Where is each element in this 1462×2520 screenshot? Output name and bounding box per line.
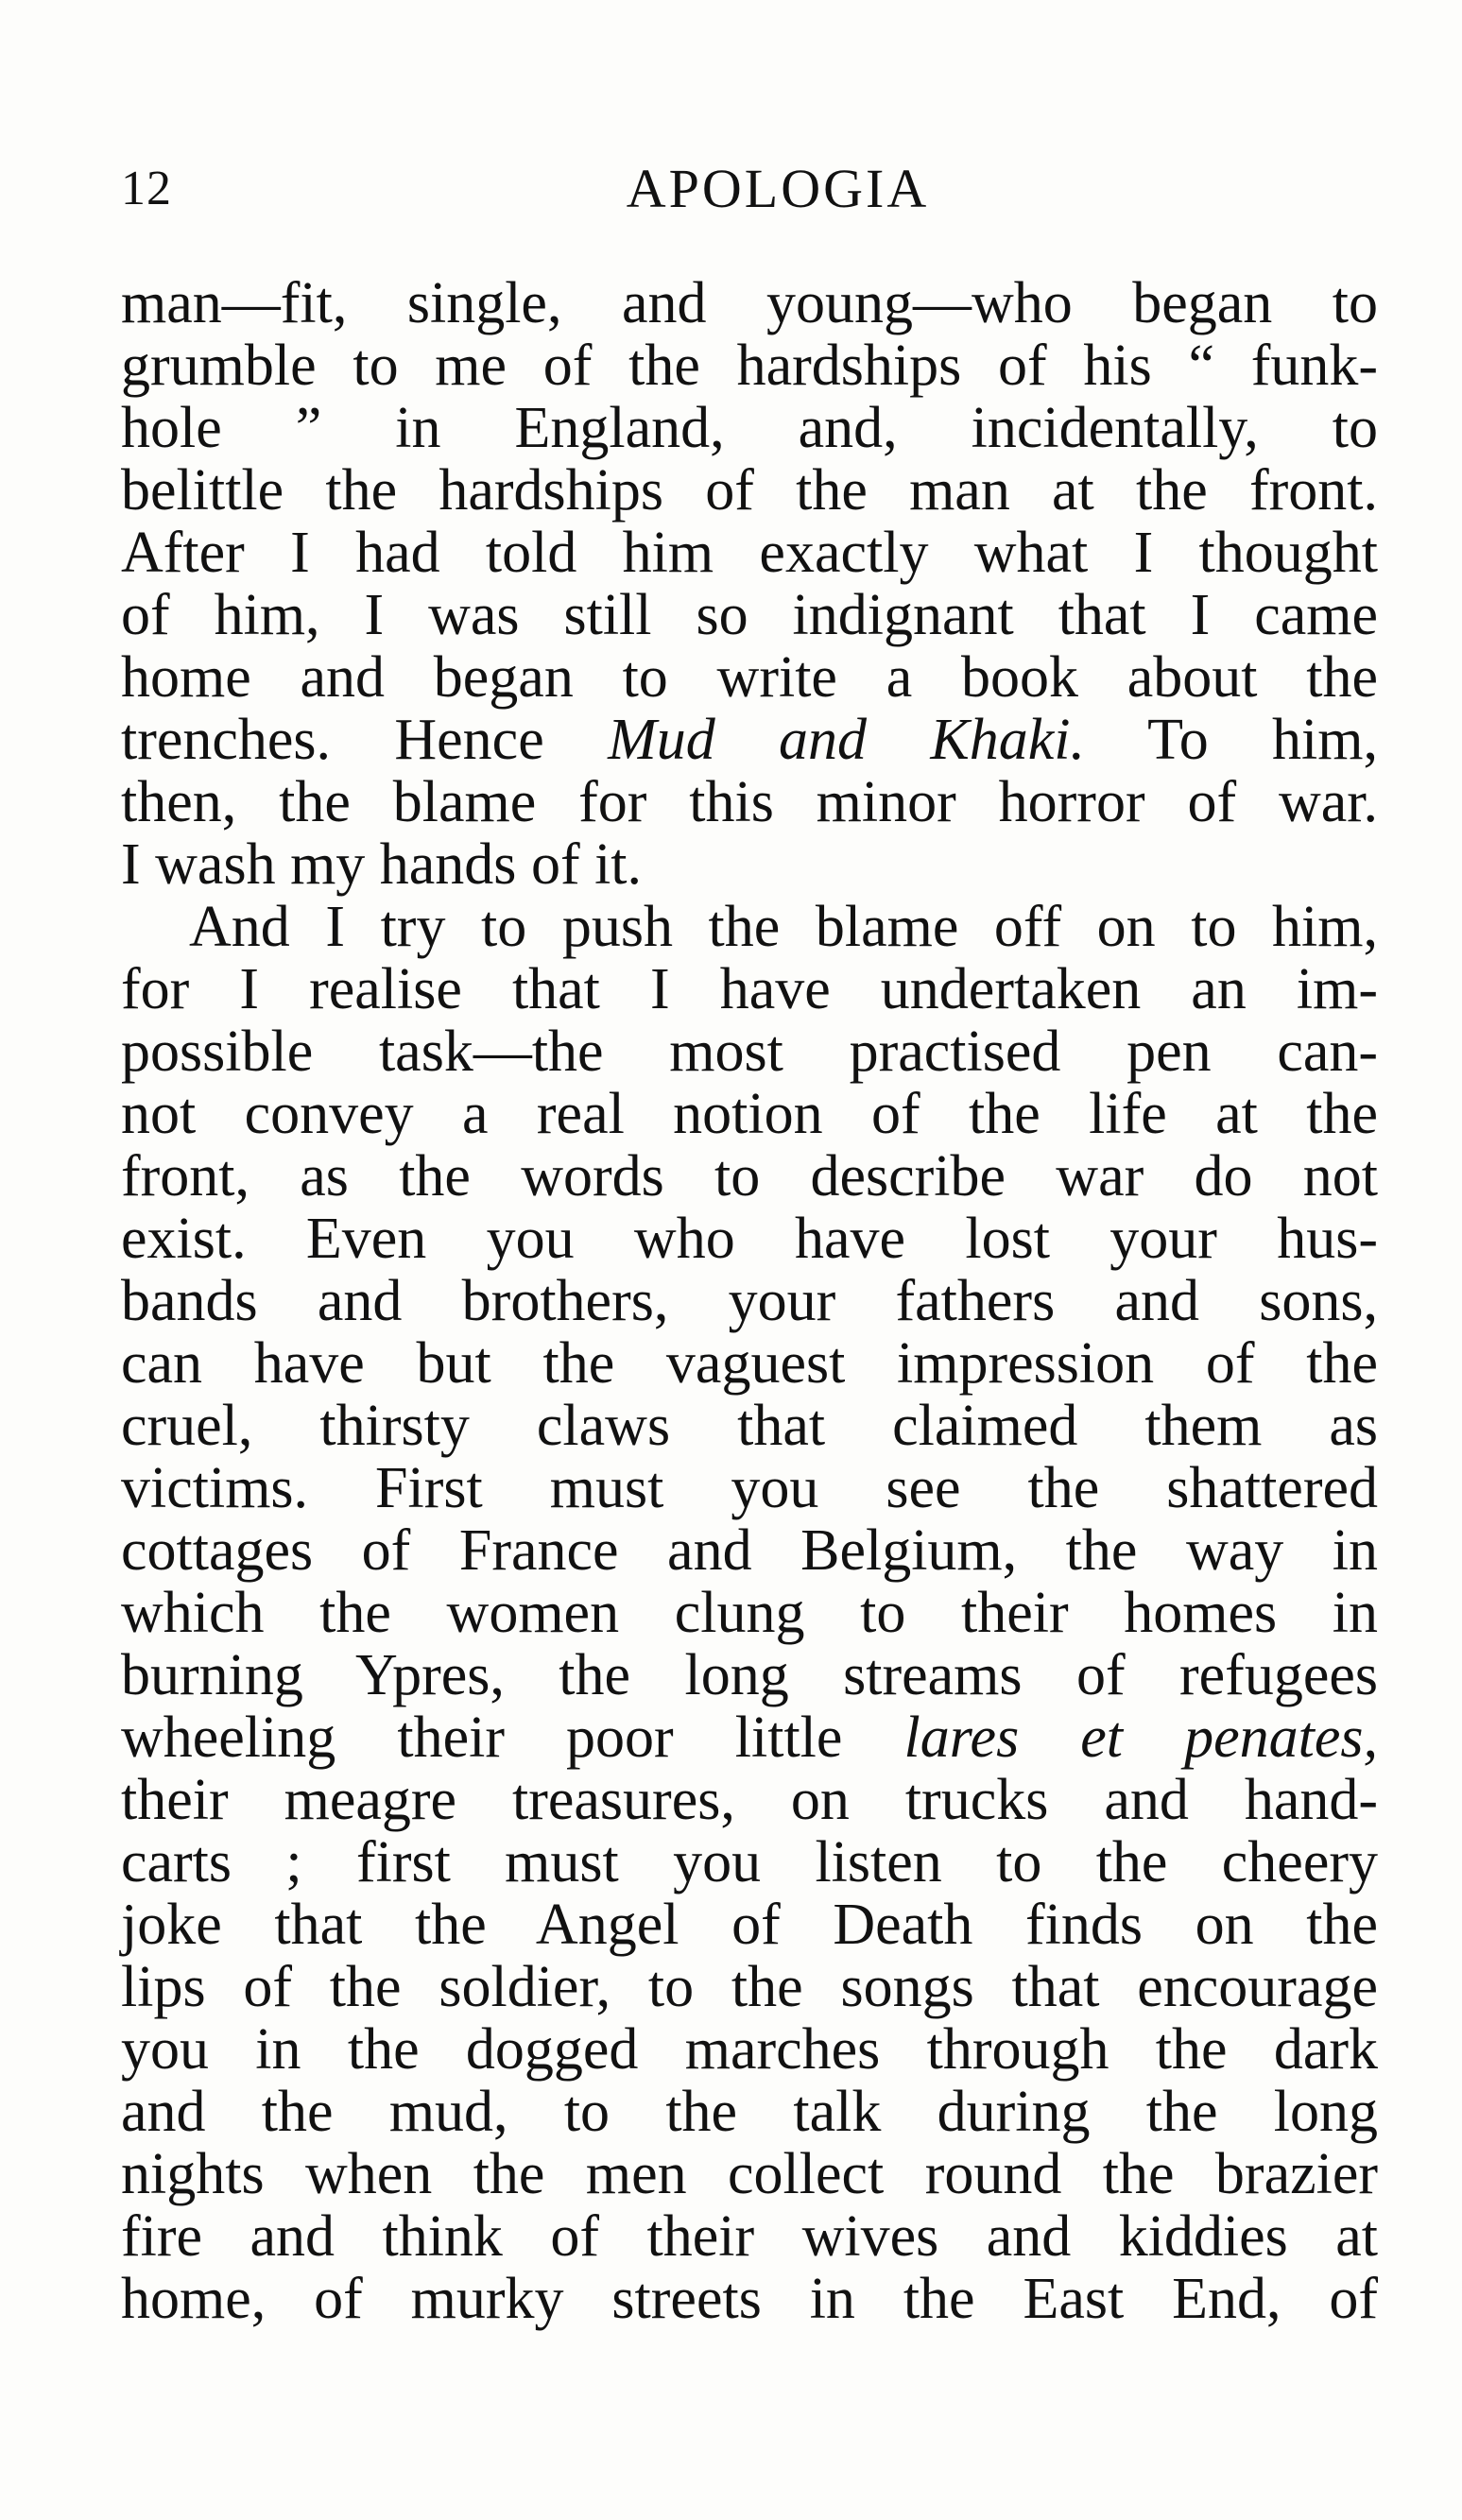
running-title: APOLOGIA — [626, 158, 930, 219]
text-line: home and began to write a book about the — [121, 645, 1378, 710]
text-line: fire and think of their wives and kiddies at — [121, 2204, 1378, 2269]
text-line: And I try to push the blame off on to him, — [189, 895, 1378, 959]
text-line: bands and brothers, your fathers and sons, — [121, 1269, 1378, 1333]
text-line — [121, 1706, 1378, 1769]
text-line: their meagre treasures, on trucks and hand- — [121, 1768, 1378, 1832]
text-line: man—fit, single, and young—who began to — [121, 271, 1378, 335]
text-line: belittle the hardships of the man at the front. — [121, 458, 1378, 523]
text-line: cottages of France and Belgium, the way in — [121, 1518, 1378, 1583]
text-line: then, the blame for this minor horror of war. — [121, 770, 1378, 834]
text-line: After I had told him exactly what I thought — [121, 521, 1378, 585]
text-line: home, of murky streets in the East End, of — [121, 2267, 1378, 2331]
text-line: front, as the words to describe war do not — [121, 1144, 1378, 1209]
text-line: carts ; first must you listen to the cheery — [121, 1830, 1378, 1894]
text-line: I wash my hands of it. — [121, 832, 643, 897]
text-line: for I realise that I have undertaken an im- — [121, 957, 1378, 1021]
text-span: trenches. Hence — [121, 708, 609, 772]
text-span: To him, — [1084, 708, 1379, 772]
text-line: which the women clung to their homes in — [121, 1581, 1378, 1645]
text-span: wheeling their poor little — [121, 1706, 904, 1770]
text-line: exist. Even you who have lost your hus- — [121, 1207, 1378, 1271]
text-line: cruel, thirsty claws that claimed them as — [121, 1394, 1378, 1458]
running-head — [121, 151, 1378, 227]
text-line: hole ” in England, and, incidentally, to — [121, 396, 1378, 460]
text-line: victims. First must you see the shattered — [121, 1456, 1378, 1520]
text-line: you in the dogged marches through the dark — [121, 2017, 1378, 2082]
text-line: not convey a real notion of the life at the — [121, 1082, 1378, 1146]
text-line: burning Ypres, the long streams of refugees — [121, 1643, 1378, 1707]
italic-phrase: lares et penates, — [903, 1706, 1378, 1770]
text-line: nights when the men collect round the brazier — [121, 2142, 1378, 2206]
text-line: of him, I was still so indignant that I came — [121, 583, 1378, 647]
text-line: and the mud, to the talk during the long — [121, 2080, 1378, 2144]
body-text — [121, 272, 1378, 2330]
text-line: possible task—the most practised pen can- — [121, 1020, 1378, 1084]
text-line: lips of the soldier, to the songs that encourage — [121, 1955, 1378, 2019]
text-line: joke that the Angel of Death finds on the — [121, 1893, 1378, 1957]
text-line: can have but the vaguest impression of the — [121, 1331, 1378, 1396]
text-line: grumble to me of the hardships of his “ funk- — [121, 334, 1378, 398]
italic-title: Mud and Khaki. — [608, 708, 1085, 772]
text-line — [121, 709, 1378, 771]
page-number: 12 — [121, 162, 172, 215]
